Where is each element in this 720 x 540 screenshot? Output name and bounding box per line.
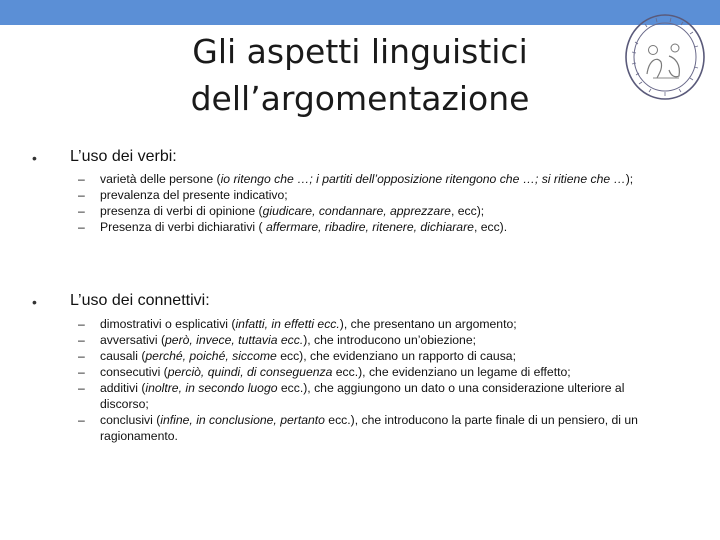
- list-item: [78, 171, 676, 187]
- list-item: [78, 412, 638, 444]
- list-item: [78, 348, 638, 364]
- item-text: avversativi (: [100, 333, 166, 347]
- list-item: [78, 332, 638, 348]
- slide-title-line-2: dell’argomentazione: [190, 79, 530, 118]
- item-text: ), che introducono un’obiezione;: [303, 333, 476, 347]
- item-text: ), che presentano un argomento;: [339, 317, 517, 331]
- university-seal-logo: [623, 12, 707, 102]
- example-text: infatti, in effetti ecc.: [235, 317, 340, 331]
- example-text: infine, in conclusione, pertanto: [160, 413, 325, 427]
- connettivi-list: [78, 316, 638, 444]
- item-text: ecc.), che introducono la parte finale di un pensiero, di un ragionamento.: [100, 413, 638, 443]
- list-item: [78, 203, 676, 219]
- item-text: , ecc).: [473, 220, 508, 234]
- list-item: [78, 316, 638, 332]
- bullet-dot: •: [32, 150, 37, 166]
- example-text: però, invece, tuttavia ecc.: [165, 333, 304, 347]
- example-text: giudicare, condannare, apprezzare: [262, 204, 451, 218]
- section-heading-connettivi: L’uso dei connettivi:: [70, 292, 210, 309]
- list-item: [78, 380, 638, 412]
- item-text: Presenza di verbi dichiarativi (: [100, 220, 266, 234]
- list-item: [78, 219, 676, 235]
- verbi-list: [78, 171, 676, 235]
- section-heading-verbi: L’uso dei verbi:: [70, 148, 177, 165]
- top-accent-bar: [0, 0, 720, 25]
- list-item: [78, 187, 676, 203]
- example-text: affermare, ribadire, ritenere, dichiarare: [265, 220, 474, 234]
- list-item: [78, 364, 638, 380]
- item-text: dimostrativi o esplicativi (: [100, 317, 236, 331]
- item-text: ecc.), che aggiungono un dato o una considerazione ulteriore al discorso;: [100, 381, 625, 411]
- example-text: io ritengo che …; i partiti dell’opposizione ritengono che …; si ritiene che …: [220, 172, 626, 186]
- item-text: prevalenza del presente indicativo;: [100, 188, 288, 202]
- example-text: perché, poiché, siccome: [145, 349, 277, 363]
- bullet-dot: •: [32, 294, 37, 310]
- slide-title: [150, 28, 570, 122]
- item-text: consecutivi (: [100, 365, 168, 379]
- item-text: varietà delle persone (: [100, 172, 221, 186]
- item-text: causali (: [100, 349, 146, 363]
- item-text: presenza di verbi di opinione (: [100, 204, 263, 218]
- example-text: inoltre, in secondo luogo: [145, 381, 278, 395]
- item-text: ecc.), che evidenziano un legame di effetto;: [332, 365, 571, 379]
- item-text: conclusivi (: [100, 413, 161, 427]
- item-text: additivi (: [100, 381, 146, 395]
- item-text: );: [625, 172, 634, 186]
- item-text: ecc), che evidenziano un rapporto di causa;: [276, 349, 516, 363]
- slide-title-line-1: Gli aspetti linguistici: [192, 32, 528, 71]
- example-text: perciò, quindi, di conseguenza: [167, 365, 333, 379]
- item-text: , ecc);: [450, 204, 485, 218]
